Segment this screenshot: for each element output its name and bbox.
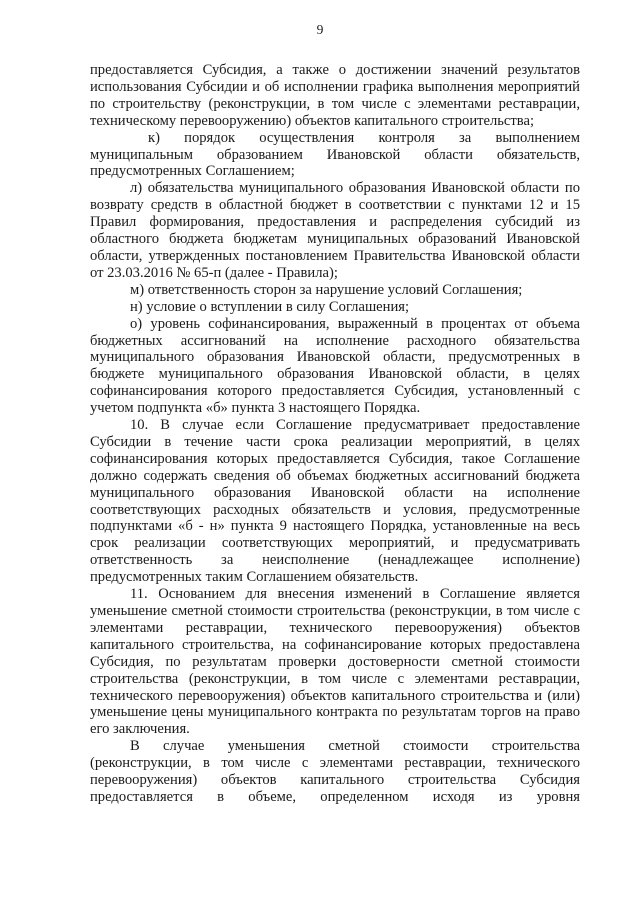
paragraph-item-o: о) уровень софинансирования, выраженный в процентах от объема бюджетных ассигнований на исполнение расходного обязательства муниципального образования Ивановской области, предусмотренных в бюджете муниципального образования Ивановской области, в целях софинансирования которого предоставляется Субсидия, установленный с учетом подпункта «б» пункта 3 настоящего Порядка. [90, 315, 580, 417]
paragraph-item-k: к) порядок осуществления контроля за выполнением муниципальным образованием Ивановской области обязательств, предусмотренных Соглашением; [90, 129, 580, 180]
paragraph-item-m: м) ответственность сторон за нарушение условий Соглашения; [130, 281, 523, 298]
paragraph-item-l: л) обязательства муниципального образования Ивановской области по возврату средств в областной бюджет в соответствии с пунктами 12 и 15 Правил формирования, предоставления и распределения субсидий из областного бюджета бюджетам муниципальных образований Ивановской области, утвержденных постановлением Правительства Ивановской области от 23.03.2016 № 65-п (далее - Правила); [90, 180, 580, 281]
paragraph-1: предоставляется Субсидия, а также о достижении значений результатов использования Субсидии и об исполнении графика выполнения мероприятий по строительству (реконструкции, в том числе с элементами реставрации, техническому перевооружению) объектов капитального строительства; [90, 62, 580, 129]
paragraph-clause-11: 11. Основанием для внесения изменений в Соглашение является уменьшение сметной стоимости строительства (реконструкции, в том числе с элементами реставрации, технического перевооружения) объектов капитального строительства, на софинансирование которых предоставлена Субсидия, по результатам проверки достоверности сметной стоимости строительства (реконструкции, в том числе с элементами реставрации, технического перевооружения) объектов капитального строительства и (или) уменьшение цены муниципального контракта по результатам торгов на право его заключения. [90, 586, 580, 738]
page-number: 9 [316, 22, 324, 37]
paragraph-item-n: н) условие о вступлении в силу Соглашения; [130, 298, 410, 315]
document-body [90, 62, 580, 806]
paragraph-clause-10: 10. В случае если Соглашение предусматривает предоставление Субсидии в течение части срока реализации мероприятий, в целях софинансирования которых предоставляется Субсидия, такое Соглашение должно содержать сведения об объемах бюджетных ассигнований бюджета муниципального образования Ивановской области на исполнение соответствующих расходных обязательств и условия, предусмотренные подпунктами «б - н» пункта 9 настоящего Порядка, установленные на весь срок реализации соответствующих мероприятий, и предусматривать ответственность за неисполнение (ненадлежащее исполнение) предусмотренных таким Соглашением обязательств. [90, 417, 580, 586]
paragraph-reduction-case: В случае уменьшения сметной стоимости строительства (реконструкции, в том числе с элементами реставрации, технического перевооружения) объектов капитального строительства Субсидия предоставляется в объеме, определенном исходя из уровня [90, 738, 580, 805]
